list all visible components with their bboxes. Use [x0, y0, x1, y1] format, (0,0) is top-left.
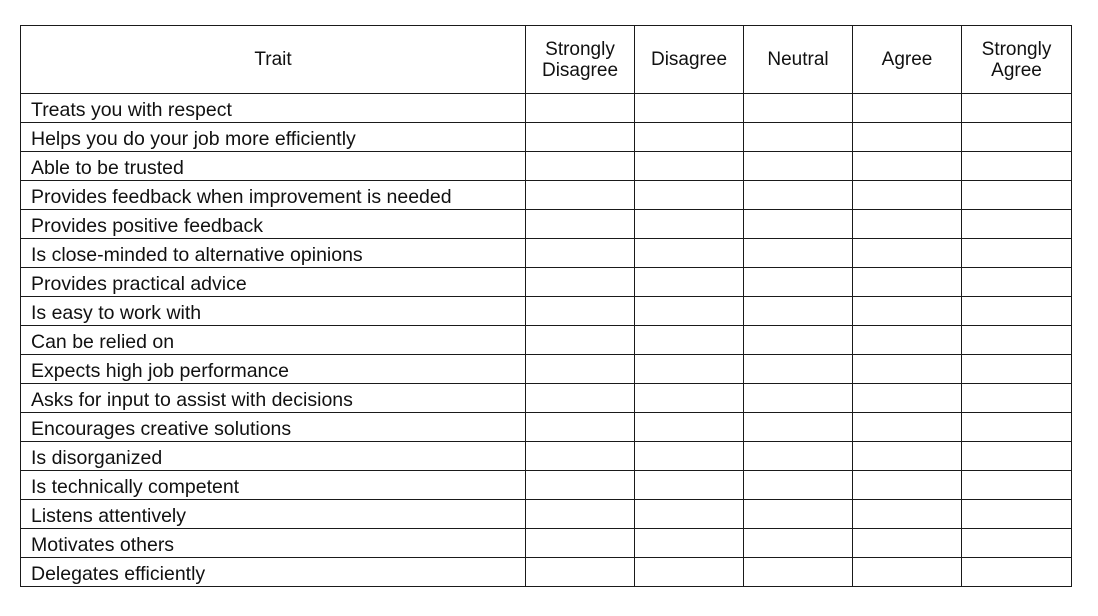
trait-label: Motivates others — [21, 529, 526, 558]
disagree-cell[interactable] — [635, 94, 744, 123]
agree-cell[interactable] — [853, 123, 962, 152]
agree-cell[interactable] — [853, 239, 962, 268]
disagree-cell[interactable] — [635, 326, 744, 355]
strongly-agree-column-header — [962, 26, 1072, 94]
neutral-cell[interactable] — [744, 297, 853, 326]
neutral-cell[interactable] — [744, 210, 853, 239]
table-row — [21, 239, 1072, 268]
strongly-agree-cell[interactable] — [962, 181, 1072, 210]
table-row — [21, 123, 1072, 152]
agree-cell[interactable] — [853, 471, 962, 500]
table-row — [21, 529, 1072, 558]
disagree-cell[interactable] — [635, 297, 744, 326]
neutral-cell[interactable] — [744, 355, 853, 384]
header-row — [21, 26, 1072, 94]
table-row — [21, 500, 1072, 529]
table-row — [21, 413, 1072, 442]
disagree-cell[interactable] — [635, 210, 744, 239]
trait-label: Helps you do your job more efficiently — [21, 123, 526, 152]
disagree-cell[interactable] — [635, 355, 744, 384]
trait-label: Provides positive feedback — [21, 210, 526, 239]
trait-label: Treats you with respect — [21, 94, 526, 123]
strongly-disagree-cell[interactable] — [526, 442, 635, 471]
agree-cell[interactable] — [853, 181, 962, 210]
strongly-agree-cell[interactable] — [962, 123, 1072, 152]
strongly-agree-cell[interactable] — [962, 500, 1072, 529]
header-line: Agree — [881, 49, 933, 70]
disagree-cell[interactable] — [635, 471, 744, 500]
strongly-disagree-cell[interactable] — [526, 471, 635, 500]
agree-column-header — [853, 26, 962, 94]
disagree-cell[interactable] — [635, 442, 744, 471]
disagree-cell[interactable] — [635, 500, 744, 529]
table-row — [21, 268, 1072, 297]
trait-label: Is technically competent — [21, 471, 526, 500]
neutral-cell[interactable] — [744, 500, 853, 529]
trait-label: Can be relied on — [21, 326, 526, 355]
agree-cell[interactable] — [853, 413, 962, 442]
agree-cell[interactable] — [853, 152, 962, 181]
trait-label: Delegates efficiently — [21, 558, 526, 587]
agree-cell[interactable] — [853, 210, 962, 239]
disagree-cell[interactable] — [635, 529, 744, 558]
agree-cell[interactable] — [853, 355, 962, 384]
strongly-disagree-cell[interactable] — [526, 558, 635, 587]
strongly-agree-cell[interactable] — [962, 152, 1072, 181]
strongly-disagree-cell[interactable] — [526, 181, 635, 210]
table-row — [21, 210, 1072, 239]
trait-label: Expects high job performance — [21, 355, 526, 384]
strongly-agree-cell[interactable] — [962, 384, 1072, 413]
neutral-cell[interactable] — [744, 239, 853, 268]
table-row — [21, 181, 1072, 210]
strongly-disagree-cell[interactable] — [526, 123, 635, 152]
trait-column-header: Trait — [21, 26, 526, 94]
agree-cell[interactable] — [853, 94, 962, 123]
neutral-cell[interactable] — [744, 268, 853, 297]
trait-label: Is easy to work with — [21, 297, 526, 326]
strongly-agree-cell[interactable] — [962, 355, 1072, 384]
table-row — [21, 94, 1072, 123]
header-line: Strongly — [545, 38, 615, 60]
trait-label: Is disorganized — [21, 442, 526, 471]
strongly-disagree-cell[interactable] — [526, 500, 635, 529]
trait-label: Able to be trusted — [21, 152, 526, 181]
trait-rows — [21, 94, 1072, 587]
table-row — [21, 355, 1072, 384]
neutral-cell[interactable] — [744, 558, 853, 587]
strongly-disagree-cell[interactable] — [526, 384, 635, 413]
strongly-disagree-cell[interactable] — [526, 239, 635, 268]
trait-label: Provides feedback when improvement is needed — [21, 181, 526, 210]
strongly-agree-cell[interactable] — [962, 529, 1072, 558]
strongly-agree-cell[interactable] — [962, 210, 1072, 239]
strongly-disagree-column-header — [526, 26, 635, 94]
disagree-cell[interactable] — [635, 239, 744, 268]
disagree-cell[interactable] — [635, 152, 744, 181]
strongly-agree-cell[interactable] — [962, 94, 1072, 123]
table-row — [21, 297, 1072, 326]
strongly-agree-cell[interactable] — [962, 268, 1072, 297]
disagree-column-header — [635, 26, 744, 94]
strongly-agree-cell[interactable] — [962, 558, 1072, 587]
agree-cell[interactable] — [853, 500, 962, 529]
table-row — [21, 442, 1072, 471]
strongly-disagree-cell[interactable] — [526, 297, 635, 326]
agree-cell[interactable] — [853, 297, 962, 326]
neutral-cell[interactable] — [744, 152, 853, 181]
strongly-disagree-cell[interactable] — [526, 413, 635, 442]
agree-cell[interactable] — [853, 442, 962, 471]
strongly-disagree-cell[interactable] — [526, 326, 635, 355]
neutral-cell[interactable] — [744, 442, 853, 471]
neutral-cell[interactable] — [744, 181, 853, 210]
strongly-agree-cell[interactable] — [962, 239, 1072, 268]
strongly-agree-cell[interactable] — [962, 413, 1072, 442]
trait-label: Listens attentively — [21, 500, 526, 529]
neutral-cell[interactable] — [744, 326, 853, 355]
agree-cell[interactable] — [853, 384, 962, 413]
strongly-disagree-cell[interactable] — [526, 210, 635, 239]
agree-cell[interactable] — [853, 529, 962, 558]
strongly-disagree-cell[interactable] — [526, 268, 635, 297]
disagree-cell[interactable] — [635, 413, 744, 442]
disagree-cell[interactable] — [635, 558, 744, 587]
disagree-cell[interactable] — [635, 384, 744, 413]
disagree-cell[interactable] — [635, 268, 744, 297]
trait-label: Asks for input to assist with decisions — [21, 384, 526, 413]
strongly-agree-cell[interactable] — [962, 442, 1072, 471]
disagree-cell[interactable] — [635, 123, 744, 152]
neutral-cell[interactable] — [744, 471, 853, 500]
neutral-cell[interactable] — [744, 94, 853, 123]
trait-label: Encourages creative solutions — [21, 413, 526, 442]
table-row — [21, 558, 1072, 587]
strongly-disagree-cell[interactable] — [526, 355, 635, 384]
neutral-cell[interactable] — [744, 529, 853, 558]
neutral-cell[interactable] — [744, 384, 853, 413]
table-row — [21, 326, 1072, 355]
strongly-agree-cell[interactable] — [962, 326, 1072, 355]
strongly-agree-cell[interactable] — [962, 297, 1072, 326]
strongly-disagree-cell[interactable] — [526, 152, 635, 181]
header-line: Neutral — [767, 49, 829, 70]
neutral-cell[interactable] — [744, 413, 853, 442]
neutral-cell[interactable] — [744, 123, 853, 152]
header-line: Strongly — [981, 38, 1052, 60]
table-row — [21, 152, 1072, 181]
strongly-agree-cell[interactable] — [962, 471, 1072, 500]
trait-label: Is close-minded to alternative opinions — [21, 239, 526, 268]
disagree-cell[interactable] — [635, 181, 744, 210]
header-line: Agree — [991, 59, 1042, 81]
header-line: Disagree — [650, 49, 728, 70]
strongly-disagree-cell[interactable] — [526, 529, 635, 558]
strongly-disagree-cell[interactable] — [526, 94, 635, 123]
header-line: Disagree — [541, 59, 619, 81]
trait-rating-table — [20, 25, 1072, 587]
neutral-column-header — [744, 26, 853, 94]
table-row — [21, 384, 1072, 413]
agree-cell[interactable] — [853, 558, 962, 587]
agree-cell[interactable] — [853, 268, 962, 297]
agree-cell[interactable] — [853, 326, 962, 355]
table-row — [21, 471, 1072, 500]
trait-label: Provides practical advice — [21, 268, 526, 297]
